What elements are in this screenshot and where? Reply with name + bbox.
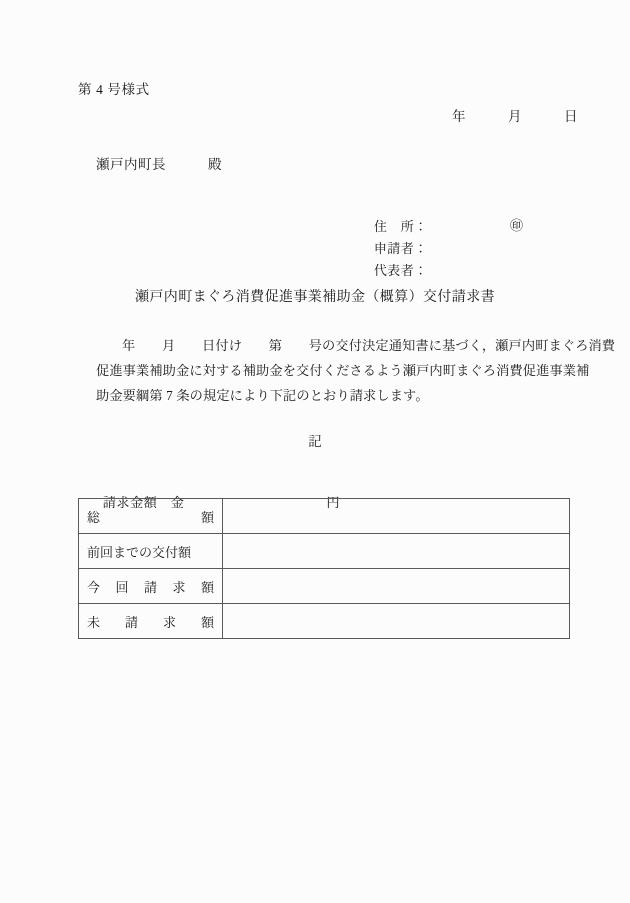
amount-table xyxy=(78,498,570,639)
row-label-total xyxy=(79,499,223,534)
row-value-previous-paid[interactable] xyxy=(223,534,570,569)
label-char: 未 xyxy=(87,614,101,630)
body-line-1: 年 月 日付け 第 号の交付決定通知書に基づく，瀬戸内町まぐろ消費 xyxy=(122,338,616,353)
label-char: 求 xyxy=(162,614,176,630)
row-label-unclaimed xyxy=(79,604,223,639)
table-row xyxy=(79,569,570,604)
label-char: 額 xyxy=(200,579,214,595)
label-char: 求 xyxy=(172,579,186,595)
addressee-line: 瀬戸内町長 殿 xyxy=(96,157,222,172)
claim-amount-label: 請求金額 金 xyxy=(102,495,185,510)
body-paragraph xyxy=(96,333,616,408)
label-char: 額 xyxy=(200,509,214,525)
table-row xyxy=(79,604,570,639)
document-title: 瀬戸内町まぐろ消費促進事業補助金（概算）交付請求書 xyxy=(135,290,495,305)
representative-row xyxy=(352,238,428,278)
table-row xyxy=(79,534,570,569)
amount-table-body xyxy=(79,499,570,639)
label-char: 回 xyxy=(115,579,129,595)
body-line-2: 促進事業補助金に対する補助金を交付くださるよう瀬戸内町まぐろ消費促進事業補 xyxy=(96,363,590,378)
representative-label: 代表者： xyxy=(373,263,428,278)
seal-stamp-icon: ㊞ xyxy=(510,219,524,234)
label-char: 請 xyxy=(124,614,138,630)
applicant-row xyxy=(352,216,524,256)
ki-heading: 記 xyxy=(308,434,322,449)
address-row xyxy=(352,194,428,234)
date-line: 年 月 日 xyxy=(452,109,578,124)
label-char: 請 xyxy=(143,579,157,595)
row-value-unclaimed[interactable] xyxy=(223,604,570,639)
applicant-label: 申請者： xyxy=(373,241,428,256)
row-label-current-claim xyxy=(79,569,223,604)
label-char: 前回までの交付額 xyxy=(87,544,192,560)
row-value-total[interactable] xyxy=(223,499,570,534)
row-label-previous-paid xyxy=(79,534,223,569)
label-char: 額 xyxy=(200,614,214,630)
form-number: 第 4 号様式 xyxy=(78,82,150,97)
applicant-block xyxy=(352,194,524,278)
label-char: 総 xyxy=(87,509,101,525)
label-char: 今 xyxy=(87,579,101,595)
address-label: 住 所： xyxy=(373,219,428,234)
claim-amount-unit: 円 xyxy=(326,495,340,510)
table-row xyxy=(79,499,570,534)
body-line-3: 助金要綱第 7 条の規定により下記のとおり請求します。 xyxy=(96,388,429,403)
row-value-current-claim[interactable] xyxy=(223,569,570,604)
